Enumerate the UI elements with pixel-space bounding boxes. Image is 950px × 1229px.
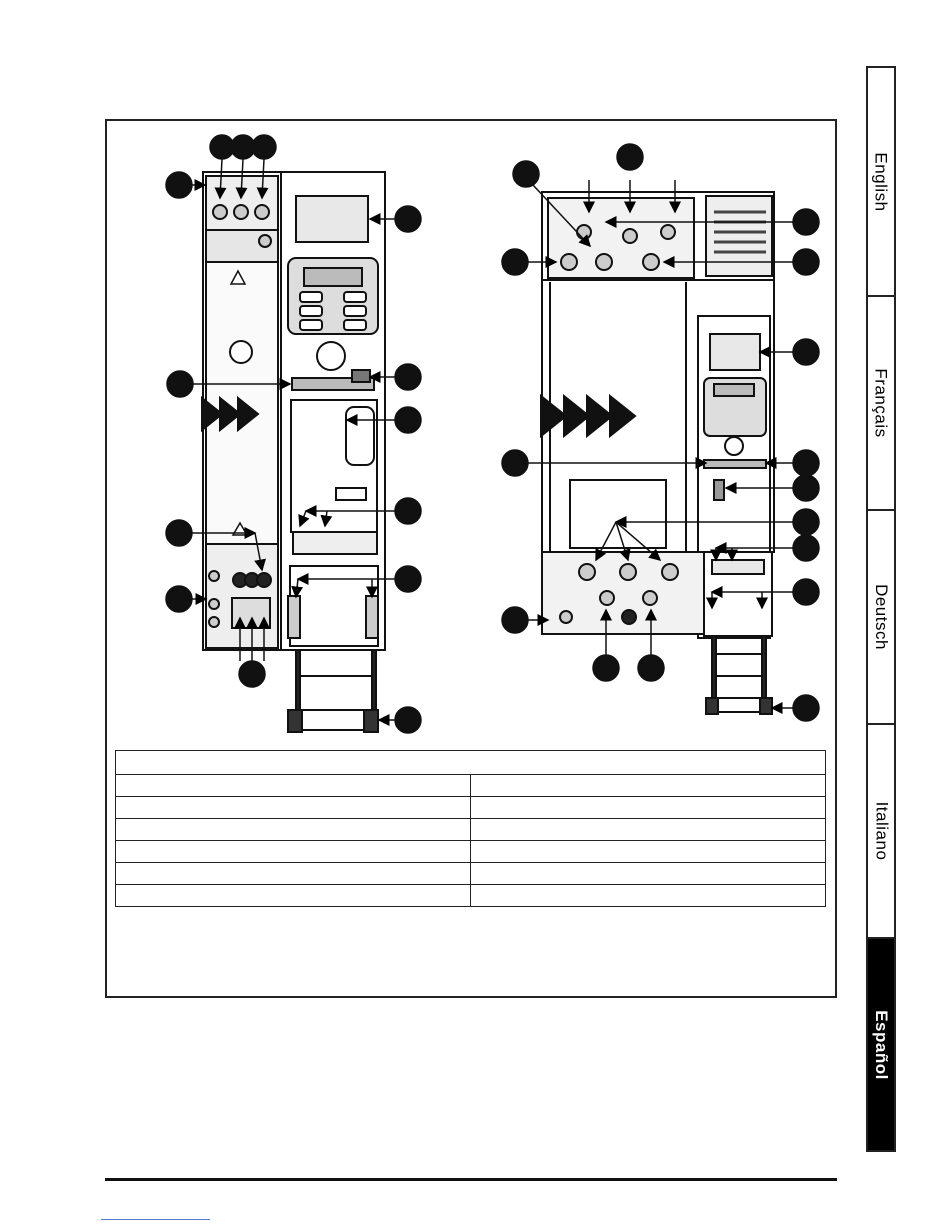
legend-cell [116,775,471,797]
legend-cell [116,819,471,841]
legend-cell [471,819,826,841]
legend-cell [471,863,826,885]
tab-deutsch-label: Deutsch [872,584,891,650]
footer-link-underline[interactable] [101,1219,210,1220]
tab-francais[interactable] [868,297,894,511]
legend-cell [471,797,826,819]
legend-cell [471,885,826,907]
legend-table-header-cell [116,751,826,775]
legend-table-row [116,797,826,819]
legend-table-row [116,819,826,841]
legend-cell [116,885,471,907]
legend-table-header-row [116,751,826,775]
legend-cell [471,775,826,797]
footer-rule [105,1178,837,1181]
legend-table-row [116,841,826,863]
language-tabs [866,66,896,1152]
tab-espanol-label: Español [872,1009,891,1080]
tab-francais-label: Français [872,368,891,438]
legend-table-row [116,885,826,907]
right-drive [541,192,774,714]
tab-espanol[interactable] [868,939,894,1150]
legend-cell [471,841,826,863]
tab-english-label: English [872,151,892,212]
tab-italiano[interactable] [868,725,894,939]
tab-deutsch[interactable] [868,511,894,725]
legend-table-row [116,775,826,797]
legend-cell [116,863,471,885]
left-drive [202,172,385,732]
legend-table [115,750,826,907]
legend-table-row [116,863,826,885]
tab-english[interactable] [868,68,894,297]
legend-cell [116,797,471,819]
legend-cell [116,841,471,863]
tab-italiano-label: Italiano [872,801,892,861]
